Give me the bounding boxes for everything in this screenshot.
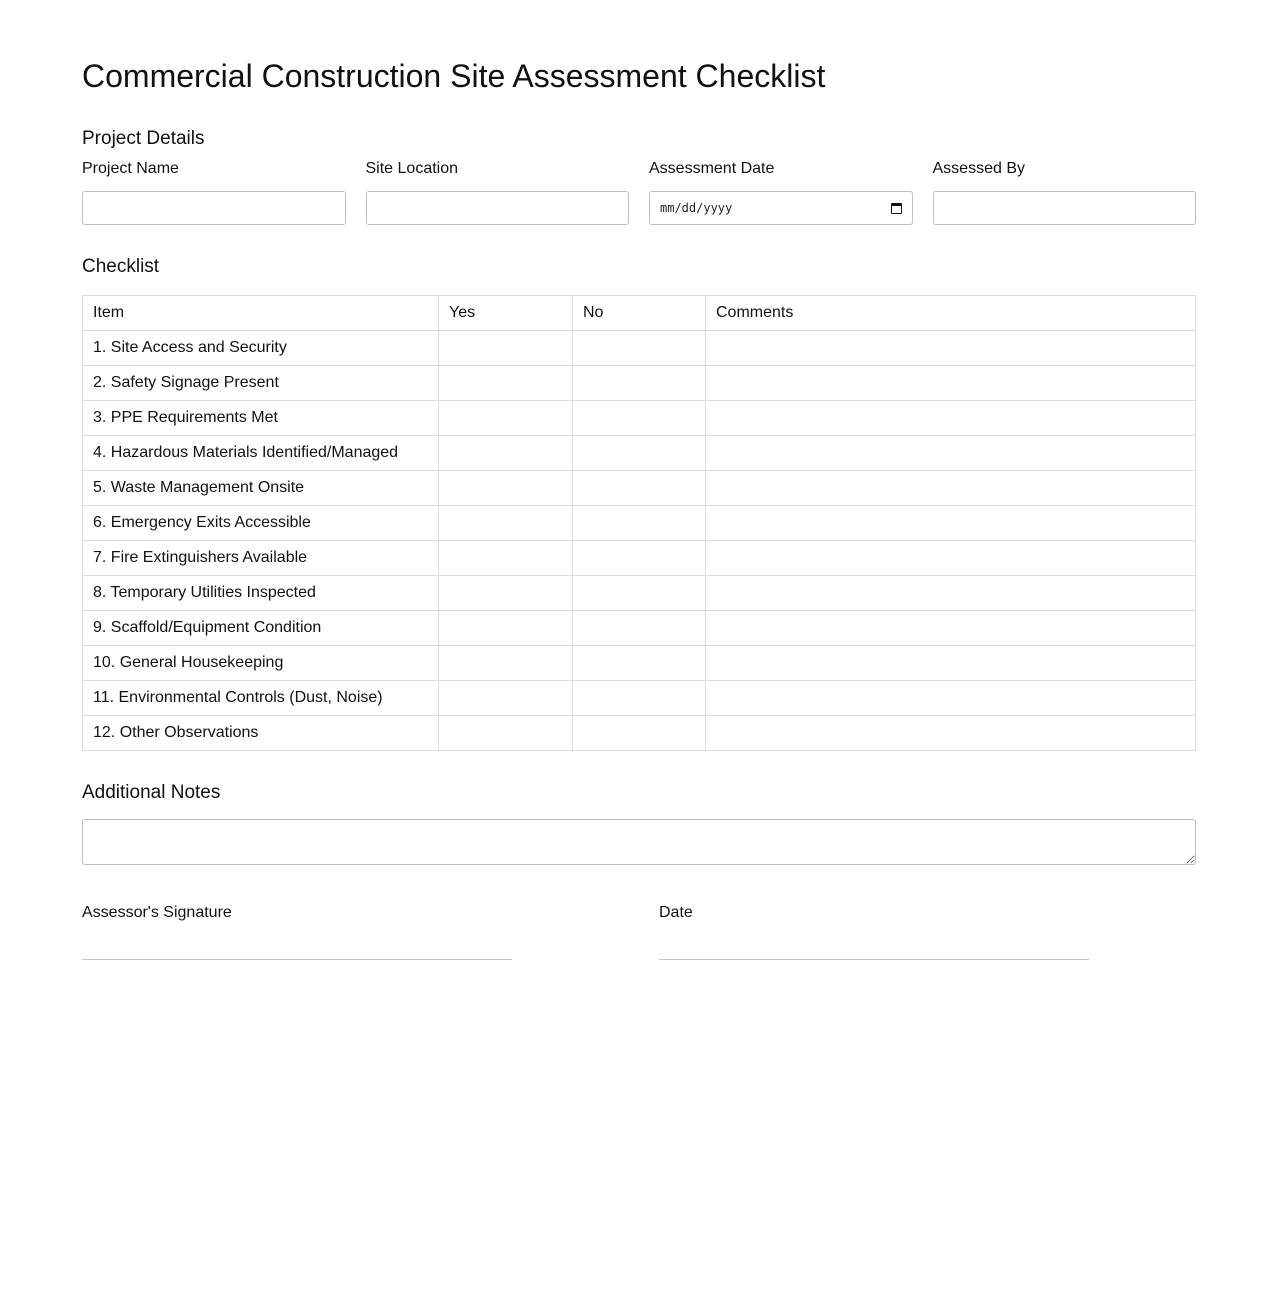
additional-notes-heading: Additional Notes (82, 782, 221, 803)
item-cell: 9. Scaffold/Equipment Condition (83, 611, 439, 646)
no-cell[interactable] (573, 506, 706, 541)
table-row (83, 331, 1196, 366)
no-cell[interactable] (573, 436, 706, 471)
table-row (83, 611, 1196, 646)
project-details-heading: Project Details (82, 128, 205, 149)
no-cell[interactable] (573, 716, 706, 751)
table-row (83, 506, 1196, 541)
table-row (83, 401, 1196, 436)
item-cell: 7. Fire Extinguishers Available (83, 541, 439, 576)
item-cell: 3. PPE Requirements Met (83, 401, 439, 436)
item-cell: 8. Temporary Utilities Inspected (83, 576, 439, 611)
no-cell[interactable] (573, 331, 706, 366)
yes-cell[interactable] (439, 576, 573, 611)
no-cell[interactable] (573, 646, 706, 681)
table-row (83, 471, 1196, 506)
column-header-item: Item (83, 296, 439, 331)
item-cell: 1. Site Access and Security (83, 331, 439, 366)
site-location-input[interactable] (366, 191, 630, 225)
table-header-row (83, 296, 1196, 331)
assessment-date-field (649, 158, 913, 225)
column-header-yes: Yes (439, 296, 573, 331)
no-cell[interactable] (573, 611, 706, 646)
assessed-by-input[interactable] (933, 191, 1197, 225)
comments-cell[interactable] (706, 506, 1196, 541)
item-cell: 5. Waste Management Onsite (83, 471, 439, 506)
comments-cell[interactable] (706, 576, 1196, 611)
no-cell[interactable] (573, 471, 706, 506)
yes-cell[interactable] (439, 646, 573, 681)
project-name-label: Project Name (82, 160, 179, 177)
table-row (83, 366, 1196, 401)
site-location-field (366, 158, 630, 225)
table-row (83, 541, 1196, 576)
yes-cell[interactable] (439, 471, 573, 506)
yes-cell[interactable] (439, 401, 573, 436)
comments-cell[interactable] (706, 471, 1196, 506)
assessor-signature-line[interactable] (82, 959, 512, 960)
yes-cell[interactable] (439, 681, 573, 716)
item-cell: 4. Hazardous Materials Identified/Managed (83, 436, 439, 471)
column-header-no: No (573, 296, 706, 331)
no-cell[interactable] (573, 366, 706, 401)
comments-cell[interactable] (706, 366, 1196, 401)
table-row (83, 436, 1196, 471)
yes-cell[interactable] (439, 611, 573, 646)
item-cell: 11. Environmental Controls (Dust, Noise) (83, 681, 439, 716)
assessed-by-label: Assessed By (932, 160, 1025, 177)
item-cell: 6. Emergency Exits Accessible (83, 506, 439, 541)
signature-date-block (659, 903, 1089, 960)
project-name-input[interactable] (82, 191, 346, 225)
item-cell: 12. Other Observations (83, 716, 439, 751)
project-details-fields (82, 158, 1196, 225)
assessment-date-input[interactable] (649, 191, 913, 225)
yes-cell[interactable] (439, 541, 573, 576)
no-cell[interactable] (573, 576, 706, 611)
comments-cell[interactable] (706, 681, 1196, 716)
comments-cell[interactable] (706, 436, 1196, 471)
additional-notes-textarea[interactable] (82, 819, 1196, 865)
yes-cell[interactable] (439, 716, 573, 751)
page-title: Commercial Construction Site Assessment Checklist (82, 58, 826, 94)
comments-cell[interactable] (706, 331, 1196, 366)
comments-cell[interactable] (706, 401, 1196, 436)
no-cell[interactable] (573, 681, 706, 716)
comments-cell[interactable] (706, 716, 1196, 751)
yes-cell[interactable] (439, 436, 573, 471)
comments-cell[interactable] (706, 646, 1196, 681)
item-cell: 2. Safety Signage Present (83, 366, 439, 401)
assessment-date-label: Assessment Date (649, 160, 775, 177)
yes-cell[interactable] (439, 366, 573, 401)
assessed-by-field (933, 158, 1197, 225)
calendar-icon[interactable] (891, 203, 902, 214)
checklist-heading: Checklist (82, 256, 160, 277)
signature-date-label: Date (659, 904, 693, 921)
date-placeholder: mm/dd/yyyy (660, 201, 733, 215)
checklist-table (82, 295, 1196, 751)
assessor-signature-block (82, 903, 512, 960)
no-cell[interactable] (573, 401, 706, 436)
table-row (83, 646, 1196, 681)
site-location-label: Site Location (365, 160, 459, 177)
no-cell[interactable] (573, 541, 706, 576)
project-name-field (82, 158, 346, 225)
table-row (83, 681, 1196, 716)
signature-date-line[interactable] (659, 959, 1089, 960)
column-header-comments: Comments (706, 296, 1196, 331)
yes-cell[interactable] (439, 331, 573, 366)
comments-cell[interactable] (706, 611, 1196, 646)
yes-cell[interactable] (439, 506, 573, 541)
item-cell: 10. General Housekeeping (83, 646, 439, 681)
table-row (83, 716, 1196, 751)
comments-cell[interactable] (706, 541, 1196, 576)
assessor-signature-label: Assessor's Signature (82, 904, 232, 921)
table-row (83, 576, 1196, 611)
